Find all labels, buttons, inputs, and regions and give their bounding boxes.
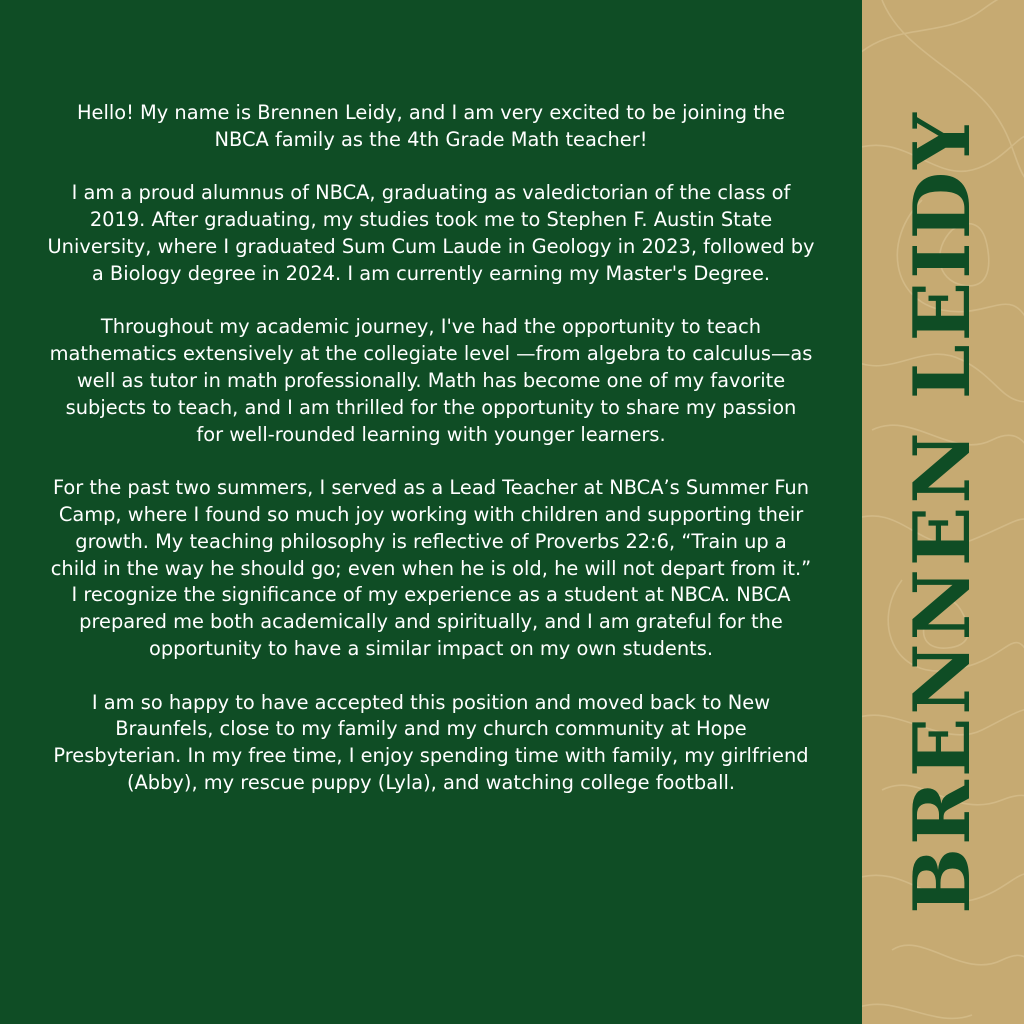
bio-paragraph-personal: I am so happy to have accepted this position and moved back to New Braunfels, close to my family and my church community at Hope Presbyterian. In my free time, I enjoy spending time with family, my girlfriend (Abby), my rescue puppy (Lyla), and watching college football.	[53, 690, 809, 794]
bio-paragraph-philosophy: For the past two summers, I served as a Lead Teacher at NBCA’s Summer Fun Camp, where I found so much joy working with children and supporting their growth. My teaching philosophy is reflective of Proverbs 22:6, “Train up a child in the way he should go; even when he is old, he will not depart from it.” I recognize the significance of my experience as a student at NBCA. NBCA prepared me both academically and spiritually, and I am grateful for the opportunity to have a similar impact on my own students.	[50, 476, 812, 660]
bio-paragraph-intro: Hello! My name is Brennen Leidy, and I am very excited to be joining the NBCA family as the 4th Grade Math teacher!	[76, 101, 786, 151]
bio-paragraph-teaching: Throughout my academic journey, I've had the opportunity to teach mathematics extensively at the collegiate level —from algebra to calculus—as well as tutor in math professionally. Math has become one of my favorite subjects to teach, and I am thrilled for the opportunity to share my passion for well-rounded learning with younger learners.	[49, 315, 813, 446]
bio-text	[4, 100, 858, 824]
name-banner: BRENNEN LEIDY	[897, 110, 988, 914]
bio-paragraph-education: I am a proud alumnus of NBCA, graduating as valedictorian of the class of 2019. After graduating, my studies took me to Stephen F. Austin State University, where I graduated Sum Cum Laude in Geology in 2023, followed by a Biology degree in 2024. I am currently earning my Master's Degree.	[47, 181, 815, 285]
